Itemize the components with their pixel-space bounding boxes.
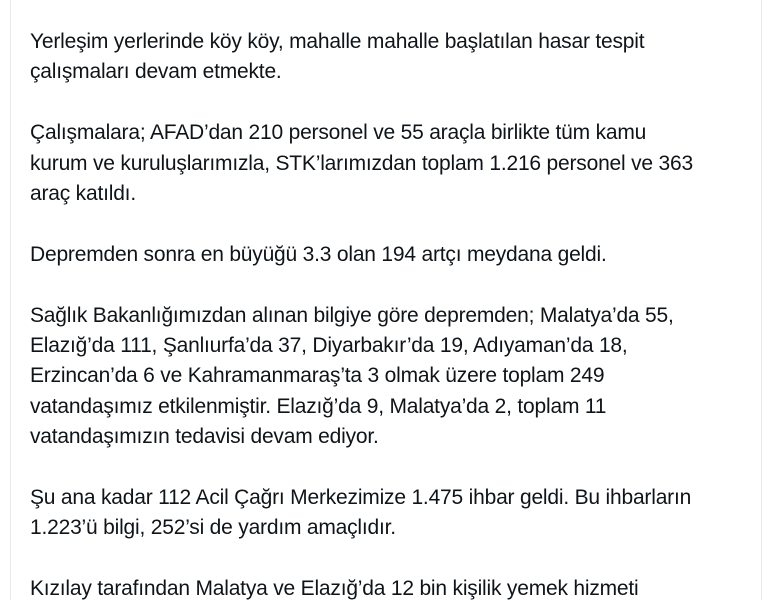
text-line: Erzincan’da 6 ve Kahramanmaraş’ta 3 olmak üzere toplam 249 [30,364,605,388]
text-line: Depremden sonra en büyüğü 3.3 olan 194 artçı meydana geldi. [30,242,607,266]
paragraph [30,27,743,88]
text-line: çalışmaları devam etmekte. [30,60,282,84]
paragraph [30,118,743,209]
paragraph [30,483,743,544]
text-line: Yerleşim yerlerinde köy köy, mahalle mahalle başlatılan hasar tespit [30,30,645,53]
text-content-card [10,0,762,600]
text-line: Sağlık Bakanlığımızdan alınan bilgiye göre depremden; Malatya’da 55, [30,303,674,327]
paragraph [30,301,743,453]
text-line: araç katıldı. [30,182,136,206]
text-line: Kızılay tarafından Malatya ve Elazığ’da 12 bin kişilik yemek hizmeti [30,577,639,600]
text-line: Şu ana kadar 112 Acil Çağrı Merkezimize 1.475 ihbar geldi. Bu ihbarların [30,486,692,510]
paragraph [30,240,743,270]
text-line: Elazığ’da 111, Şanlıurfa’da 37, Diyarbakır’da 19, Adıyaman’da 18, [30,334,628,358]
text-line: kurum ve kuruluşlarımızla, STK’larımızdan toplam 1.216 personel ve 363 [30,151,693,175]
text-line: 1.223’ü bilgi, 252’si de yardım amaçlıdır. [30,516,396,540]
paragraph [30,574,743,600]
text-line: vatandaşımız etkilenmiştir. Elazığ’da 9, Malatya’da 2, toplam 11 [30,394,607,418]
text-line: Çalışmalara; AFAD’dan 210 personel ve 55 araçla birlikte tüm kamu [30,121,647,145]
text-line: vatandaşımızın tedavisi devam ediyor. [30,425,379,449]
